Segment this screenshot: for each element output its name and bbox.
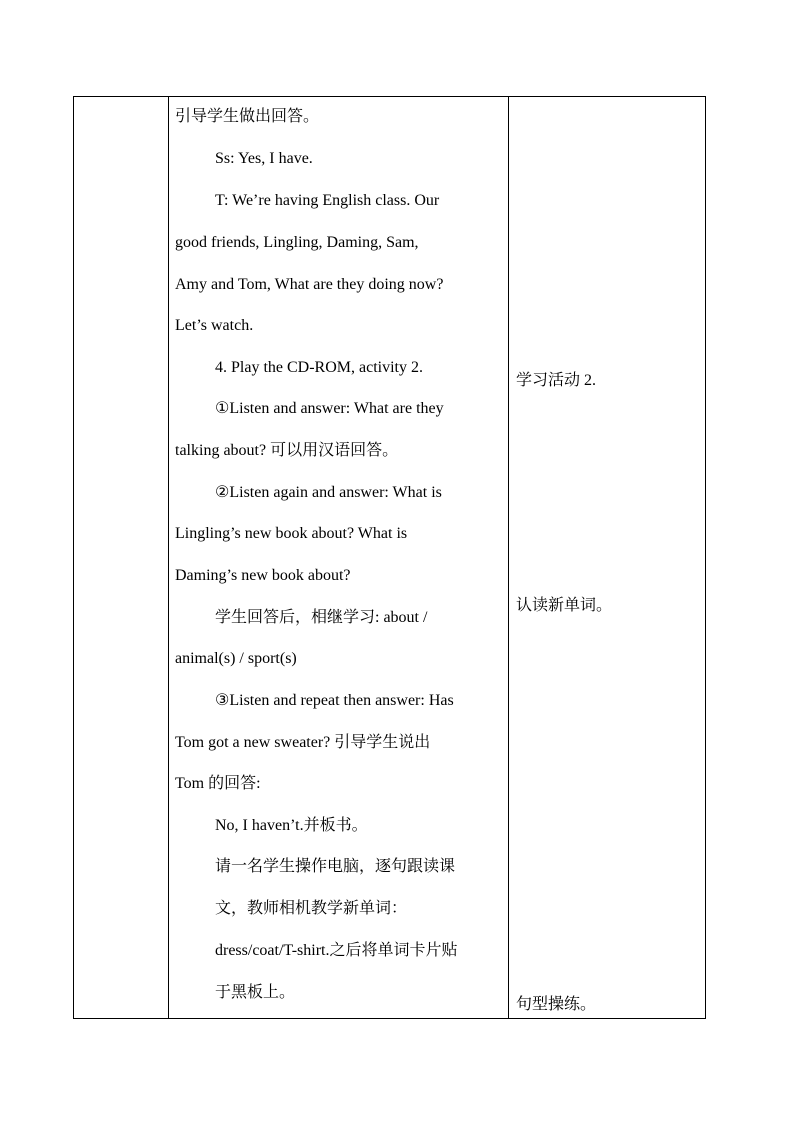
lesson-table [73, 96, 706, 1019]
content-line: 于黑板上。 [215, 984, 296, 1001]
content-line: Daming’s new book about? [175, 567, 351, 584]
content-line: talking about? 可以用汉语回答。 [175, 442, 399, 459]
content-line: Lingling’s new book about? What is [175, 525, 408, 542]
notes-column-cell [509, 97, 705, 1018]
content-line: 4. Play the CD-ROM, activity 2. [215, 359, 423, 376]
content-line: 文，教师相机教学新单词： [215, 900, 408, 917]
content-line: 学生回答后，相继学习: about / [215, 609, 428, 626]
content-line: 请一名学生操作电脑，逐句跟读课 [215, 858, 456, 875]
content-line: 引导学生做出回答。 [175, 108, 320, 125]
content-line: animal(s) / sport(s) [175, 650, 297, 667]
note-line: 认读新单词。 [516, 597, 613, 614]
content-line: ②Listen again and answer: What is [215, 484, 442, 501]
content-line: Amy and Tom, What are they doing now? [175, 276, 444, 293]
content-line: dress/coat/T-shirt.之后将单词卡片贴 [215, 942, 458, 959]
content-line: Tom 的回答: [175, 775, 261, 792]
content-line: T: We’re having English class. Our [215, 192, 440, 209]
content-line: ③Listen and repeat then answer: Has [215, 692, 454, 709]
content-line: No, I haven’t.并板书。 [215, 817, 368, 834]
left-column-cell [74, 97, 169, 1018]
content-line: ①Listen and answer: What are they [215, 400, 444, 417]
note-line: 句型操练。 [516, 996, 597, 1013]
content-line: good friends, Lingling, Daming, Sam, [175, 234, 419, 251]
note-line: 学习活动 2. [516, 372, 597, 389]
content-column-cell [169, 97, 509, 1018]
content-line: Ss: Yes, I have. [215, 150, 313, 167]
content-line: Tom got a new sweater? 引导学生说出 [175, 734, 431, 751]
content-line: Let’s watch. [175, 317, 254, 334]
